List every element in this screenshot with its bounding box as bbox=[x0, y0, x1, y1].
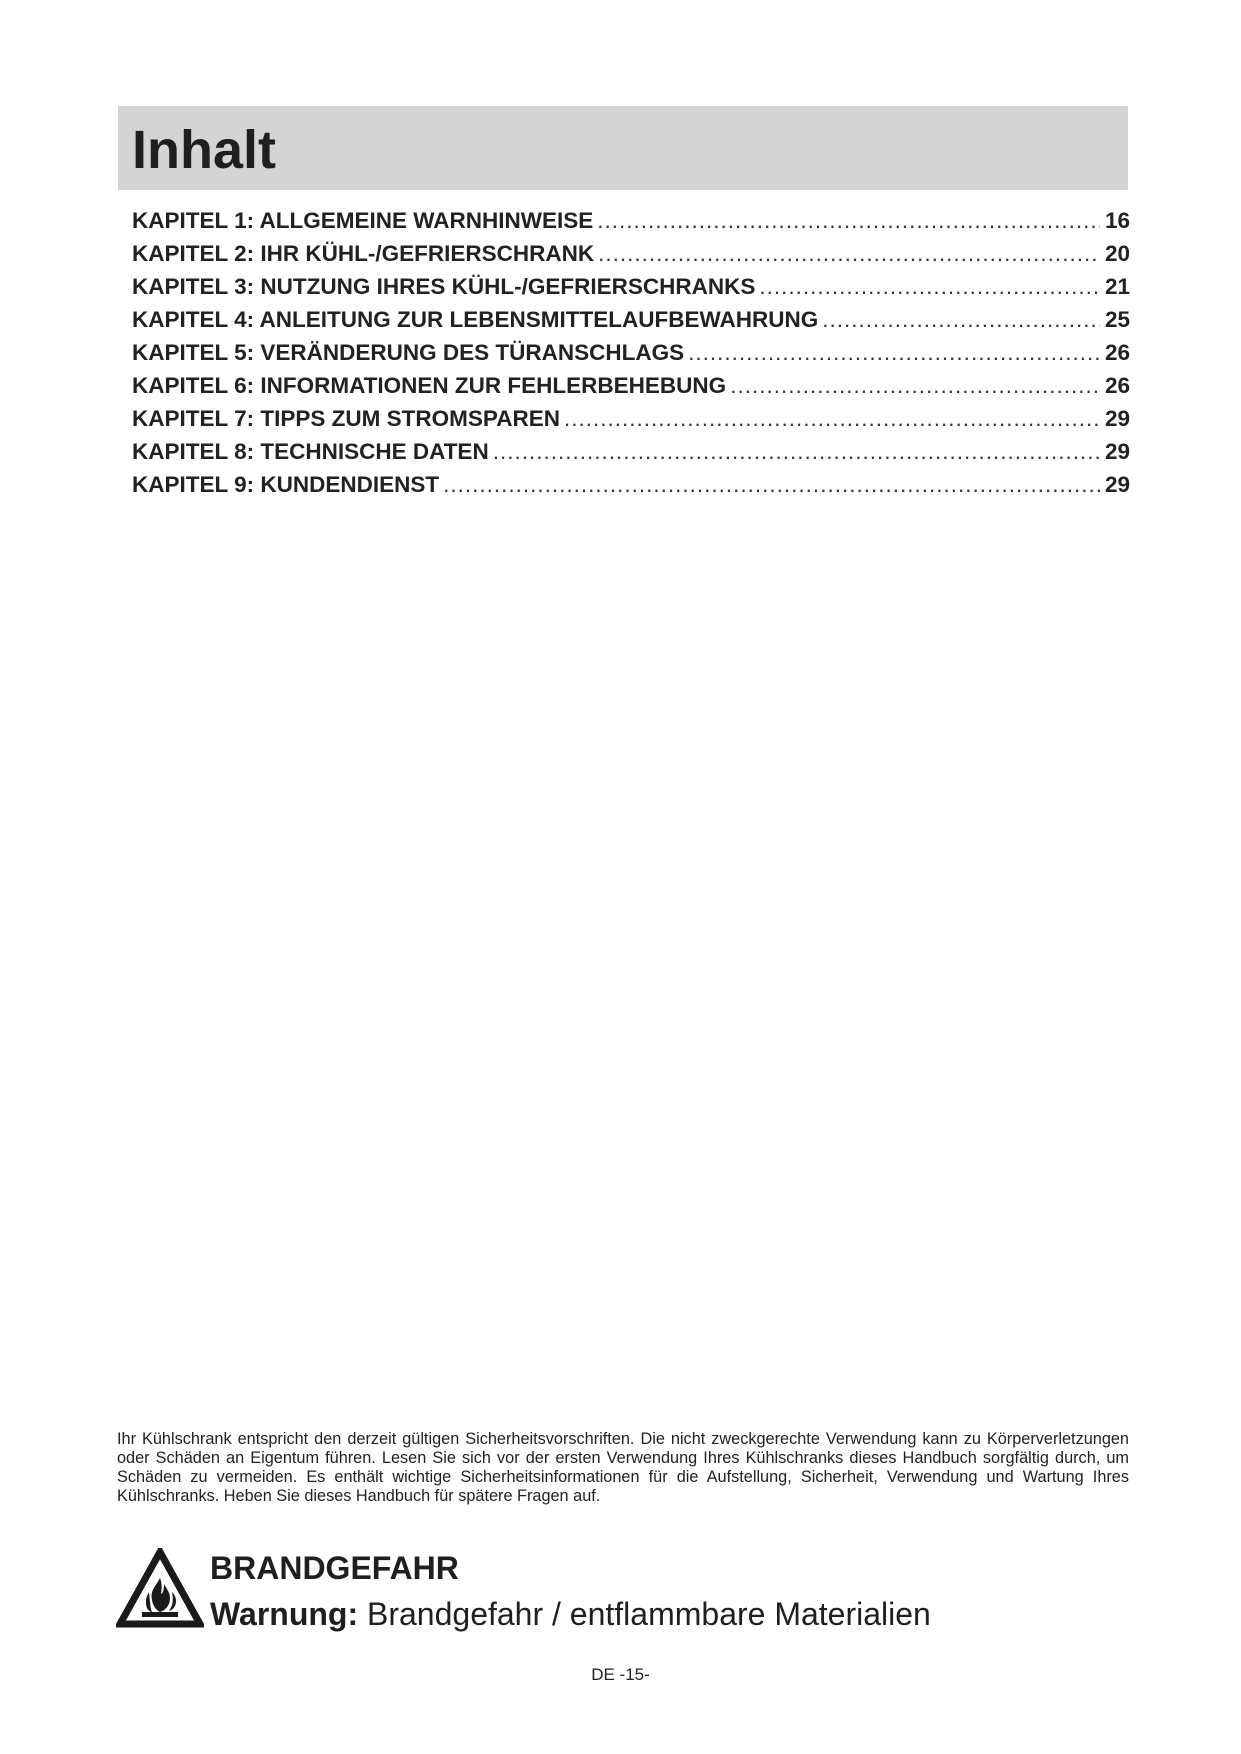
toc-entry-title: KAPITEL 1: ALLGEMEINE WARNHINWEISE bbox=[132, 208, 594, 233]
warning-label: Warnung: bbox=[210, 1596, 359, 1632]
toc-entry bbox=[132, 373, 1130, 406]
toc-entry bbox=[132, 208, 1130, 241]
toc-leader-dots bbox=[759, 274, 1100, 300]
table-of-contents bbox=[132, 208, 1130, 505]
toc-entry-title: KAPITEL 9: KUNDENDIENST bbox=[132, 472, 440, 497]
fire-warning-icon bbox=[116, 1548, 204, 1628]
toc-leader-dots bbox=[597, 208, 1100, 234]
toc-leader-dots bbox=[493, 439, 1100, 465]
warning-description: Brandgefahr / entflammbare Materialien bbox=[358, 1596, 931, 1632]
toc-entry-title: KAPITEL 7: TIPPS ZUM STROMSPAREN bbox=[132, 406, 560, 431]
toc-leader-dots bbox=[598, 241, 1100, 267]
warning-message bbox=[210, 1595, 931, 1633]
intro-paragraph: Ihr Kühlschrank entspricht den derzeit gültigen Sicherheitsvorschriften. Die nicht zweckgerechte Verwendung kann zu Körperverletzungen oder Schäden an Eigentum führen. Lesen Sie sich vor der ersten Verwendung Ihres Kühlschranks dieses Handbuch sorgfältig durch, um Schäden zu vermeiden. Es enthält wichtige Sicherheitsinformationen für die Aufstellung, Sicherheit, Verwendung und Wartung Ihres Kühlschranks. Heben Sie dieses Handbuch für spätere Fragen auf. bbox=[117, 1430, 1129, 1505]
header-bar bbox=[118, 106, 1128, 190]
toc-leader-dots bbox=[443, 472, 1100, 498]
toc-entry-page: 20 bbox=[1104, 241, 1130, 266]
toc-entry-page: 16 bbox=[1104, 208, 1130, 233]
toc-entry bbox=[132, 406, 1130, 439]
toc-entry bbox=[132, 241, 1130, 274]
warning-heading: BRANDGEFAHR bbox=[210, 1550, 459, 1586]
toc-entry-title: KAPITEL 5: VERÄNDERUNG DES TÜRANSCHLAGS bbox=[132, 340, 685, 365]
toc-entry-title: KAPITEL 4: ANLEITUNG ZUR LEBENSMITTELAUFBEWAHRUNG bbox=[132, 307, 819, 332]
page-number: DE -15- bbox=[591, 1665, 650, 1684]
toc-leader-dots bbox=[688, 340, 1100, 366]
toc-entry-title: KAPITEL 6: INFORMATIONEN ZUR FEHLERBEHEBUNG bbox=[132, 373, 727, 398]
toc-entry-page: 29 bbox=[1104, 439, 1130, 464]
toc-entry bbox=[132, 307, 1130, 340]
toc-entry-title: KAPITEL 8: TECHNISCHE DATEN bbox=[132, 439, 489, 464]
toc-entry bbox=[132, 274, 1130, 307]
toc-leader-dots bbox=[564, 406, 1100, 432]
toc-entry-title: KAPITEL 3: NUTZUNG IHRES KÜHL-/GEFRIERSCHRANKS bbox=[132, 274, 756, 299]
toc-entry bbox=[132, 439, 1130, 472]
toc-entry-title: KAPITEL 2: IHR KÜHL-/GEFRIERSCHRANK bbox=[132, 241, 595, 266]
toc-entry-page: 25 bbox=[1104, 307, 1130, 332]
toc-entry-page: 26 bbox=[1104, 340, 1130, 365]
toc-leader-dots bbox=[730, 373, 1100, 399]
toc-entry bbox=[132, 340, 1130, 373]
toc-leader-dots bbox=[822, 307, 1100, 333]
toc-entry-page: 26 bbox=[1104, 373, 1130, 398]
page-title: Inhalt bbox=[132, 120, 276, 180]
toc-entry-page: 21 bbox=[1104, 274, 1130, 299]
toc-entry bbox=[132, 472, 1130, 505]
toc-entry-page: 29 bbox=[1104, 406, 1130, 431]
toc-entry-page: 29 bbox=[1104, 472, 1130, 497]
